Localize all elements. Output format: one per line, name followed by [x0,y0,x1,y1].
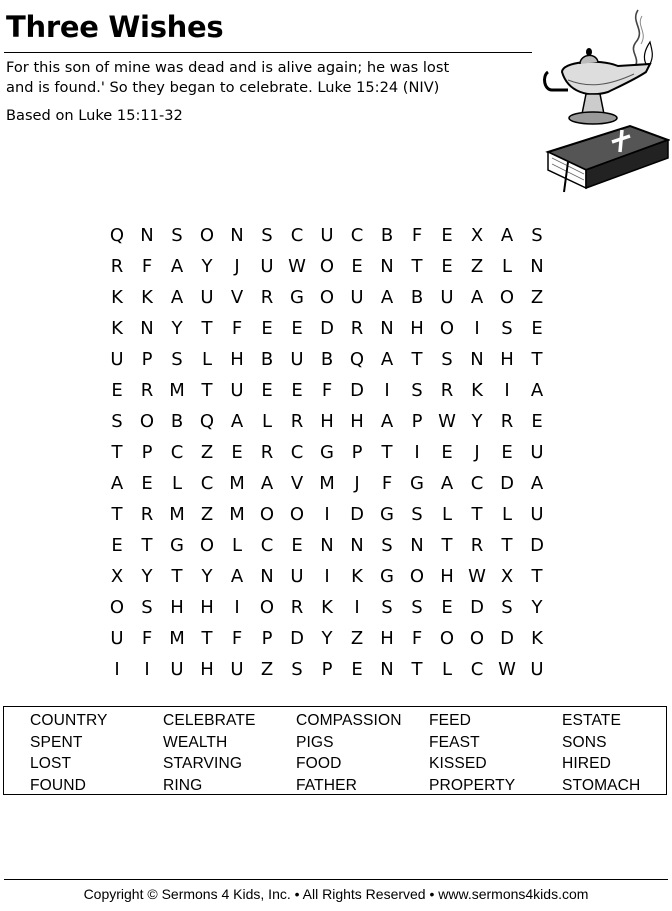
grid-letter: S [501,597,513,618]
grid-letter: L [201,349,213,370]
grid-letter: Q [349,349,365,370]
grid-letter: J [474,442,480,463]
word-list-item: FOUND [30,776,86,794]
grid-letter: P [411,411,423,432]
grid-letter: I [324,504,330,525]
grid-letter: F [381,473,393,494]
copyright-footer: Copyright © Sermons 4 Kids, Inc. • All Rights Reserved • www.sermons4kids.com [83,886,589,902]
grid-letter: N [410,535,424,556]
grid-letter: I [324,566,330,587]
grid-letter: O [469,628,485,649]
grid-letter: R [140,504,154,525]
grid-letter: O [439,318,455,339]
grid-letter: C [290,225,304,246]
grid-letter: Y [531,597,543,618]
grid-letter: L [501,504,513,525]
grid-letter: H [500,349,514,370]
grid-letter: R [260,287,274,308]
grid-letter: Z [260,659,274,680]
word-list-item: HIRED [562,755,612,772]
grid-letter: P [321,659,333,680]
grid-letter: L [261,411,273,432]
grid-letter: E [291,535,303,556]
grid-letter: D [500,473,514,494]
grid-letter: U [260,256,274,277]
grid-letter: J [234,256,240,277]
word-list-item: RING [163,776,203,794]
grid-letter: N [530,256,544,277]
grid-letter: Q [199,411,215,432]
word-list-item: LOST [30,755,72,772]
grid-letter: H [230,349,244,370]
grid-letter: T [441,535,453,556]
grid-letter: N [380,659,394,680]
grid-letter: U [230,659,244,680]
grid-letter: P [261,628,273,649]
word-list-item: COUNTRY [30,712,108,729]
grid-letter: R [290,597,304,618]
grid-letter: W [498,659,516,680]
grid-letter: R [470,535,484,556]
grid-letter: O [109,597,125,618]
grid-letter: U [530,442,544,463]
grid-letter: A [110,473,124,494]
grid-letter: G [380,566,394,587]
grid-letter: N [380,256,394,277]
grid-letter: P [351,442,363,463]
grid-letter: R [260,442,274,463]
word-list-item: WEALTH [163,733,228,751]
grid-letter: B [410,287,424,308]
grid-letter: T [531,566,543,587]
grid-letter: W [288,256,306,277]
grid-letter: U [440,287,454,308]
grid-letter: C [260,535,274,556]
grid-letter: A [530,380,544,401]
grid-letter: S [381,535,393,556]
grid-letter: T [201,318,213,339]
grid-letter: G [170,535,184,556]
grid-letter: R [110,256,124,277]
grid-letter: X [110,566,124,587]
grid-letter: C [290,442,304,463]
grid-letter: E [441,597,453,618]
grid-letter: V [230,287,244,308]
grid-letter: F [231,628,243,649]
grid-letter: I [144,659,150,680]
grid-letter: A [380,349,394,370]
word-list-item: SPENT [30,733,83,751]
word-list-column [429,710,515,796]
grid-letter: M [169,504,185,525]
grid-letter: F [411,225,423,246]
word-list-item: PROPERTY [429,776,516,794]
grid-letter: O [439,628,455,649]
grid-letter: O [199,535,215,556]
footer-divider [4,879,668,880]
grid-letter: S [111,411,123,432]
grid-letter: O [319,287,335,308]
verse-line-1: For this son of mine was dead and is alive again; he was lost [6,59,450,76]
grid-letter: L [441,659,453,680]
grid-letter: M [169,628,185,649]
word-list-item: PIGS [296,733,334,751]
grid-letter: E [531,411,543,432]
grid-letter: M [229,473,245,494]
grid-letter: F [321,380,333,401]
grid-letter: O [259,597,275,618]
grid-letter: U [290,349,304,370]
grid-letter: S [441,349,453,370]
grid-letter: C [200,473,214,494]
grid-letter: F [231,318,243,339]
grid-letter: L [171,473,183,494]
grid-letter: G [380,504,394,525]
oil-lamp-on-bible-icon [538,2,670,196]
grid-letter: L [501,256,513,277]
word-list-column [163,710,255,796]
page-title: Three Wishes [6,10,224,44]
grid-letter: S [261,225,273,246]
word-list-item: FEED [429,712,471,729]
grid-letter: F [141,628,153,649]
grid-letter: R [500,411,514,432]
grid-letter: S [411,597,423,618]
grid-letter: O [499,287,515,308]
grid-letter: T [501,535,513,556]
scripture-verse [6,58,536,98]
grid-letter: A [470,287,484,308]
grid-letter: T [381,442,393,463]
grid-letter: Y [201,256,213,277]
grid-letter: B [320,349,334,370]
grid-letter: U [320,225,334,246]
grid-letter: U [230,380,244,401]
grid-letter: E [531,318,543,339]
grid-letter: A [170,256,184,277]
grid-letter: F [411,628,423,649]
grid-letter: E [441,225,453,246]
word-list-item: CELEBRATE [163,712,256,729]
word-list-item: FOOD [296,755,342,772]
grid-letter: Z [470,256,484,277]
word-search-grid [102,222,572,687]
grid-letter: W [438,411,456,432]
verse-line-2: and is found.' So they began to celebrate. Luke 15:24 (NIV) [6,79,440,96]
grid-letter: H [200,659,214,680]
grid-letter: V [290,473,304,494]
grid-letter: I [354,597,360,618]
grid-letter: I [474,318,480,339]
grid-letter: P [141,442,153,463]
grid-letter: R [350,318,364,339]
grid-letter: A [260,473,274,494]
word-list-item: STOMACH [562,776,641,794]
grid-letter: I [384,380,390,401]
word-list-item: KISSED [429,755,487,772]
word-list-item: SONS [562,733,607,751]
grid-letter: N [140,225,154,246]
grid-letter: G [290,287,304,308]
grid-letter: E [261,318,273,339]
grid-letter: H [350,411,364,432]
grid-letter: Y [471,411,483,432]
grid-letter: D [350,504,364,525]
grid-letter: D [500,628,514,649]
grid-letter: C [170,442,184,463]
grid-letter: U [110,349,124,370]
grid-letter: U [110,628,124,649]
grid-letter: A [440,473,454,494]
grid-letter: T [111,504,123,525]
grid-letter: M [169,380,185,401]
grid-letter: E [291,318,303,339]
grid-letter: L [231,535,243,556]
grid-letter: N [380,318,394,339]
grid-letter: S [141,597,153,618]
grid-letter: H [380,628,394,649]
grid-letter: A [380,411,394,432]
grid-letter: H [320,411,334,432]
grid-letter: O [289,504,305,525]
grid-letter: D [350,380,364,401]
grid-letter: M [319,473,335,494]
grid-letter: U [290,566,304,587]
grid-letter: I [114,659,120,680]
grid-letter: E [111,380,123,401]
grid-letter: T [141,535,153,556]
word-list-item: ESTATE [562,712,621,729]
grid-letter: K [141,287,153,308]
grid-letter: T [111,442,123,463]
grid-letter: A [170,287,184,308]
grid-letter: S [291,659,303,680]
grid-letter: O [319,256,335,277]
grid-letter: N [470,349,484,370]
grid-letter: T [411,256,423,277]
grid-letter: D [320,318,334,339]
grid-letter: N [350,535,364,556]
scripture-reference: Based on Luke 15:11-32 [6,107,183,124]
grid-letter: T [411,349,423,370]
grid-letter: I [504,380,510,401]
grid-letter: E [231,442,243,463]
grid-letter: T [411,659,423,680]
grid-letter: E [141,473,153,494]
grid-letter: Z [200,442,214,463]
grid-letter: S [501,318,513,339]
grid-letter: H [440,566,454,587]
grid-letter: U [530,659,544,680]
grid-letter: H [200,597,214,618]
grid-letter: E [351,256,363,277]
grid-letter: C [350,225,364,246]
grid-letter: I [414,442,420,463]
word-list-column [30,710,108,796]
word-list [3,706,667,795]
grid-letter: Y [321,628,333,649]
grid-letter: Y [141,566,153,587]
grid-letter: D [290,628,304,649]
grid-letter: S [171,225,183,246]
grid-letter: T [201,380,213,401]
word-list-column [296,710,402,796]
grid-letter: B [260,349,274,370]
grid-letter: S [171,349,183,370]
grid-letter: L [441,504,453,525]
grid-letter: W [468,566,486,587]
grid-letter: T [171,566,183,587]
grid-letter: I [234,597,240,618]
grid-letter: K [531,628,543,649]
grid-letter: Z [530,287,544,308]
grid-letter: H [410,318,424,339]
grid-letter: Q [109,225,125,246]
grid-letter: B [170,411,184,432]
grid-letter: T [531,349,543,370]
grid-letter: O [409,566,425,587]
grid-letter: N [230,225,244,246]
grid-letter: E [351,659,363,680]
grid-letter: F [141,256,153,277]
word-list-column [562,710,640,796]
grid-letter: N [320,535,334,556]
grid-letter: R [290,411,304,432]
word-list-item: FATHER [296,776,357,794]
grid-letter: T [201,628,213,649]
title-divider [4,52,532,53]
grid-letter: S [411,504,423,525]
grid-letter: K [111,318,123,339]
grid-letter: X [500,566,514,587]
grid-letter: E [261,380,273,401]
grid-letter: R [140,380,154,401]
grid-letter: S [411,380,423,401]
grid-letter: S [531,225,543,246]
grid-letter: K [111,287,123,308]
grid-letter: E [291,380,303,401]
grid-letter: U [530,504,544,525]
word-list-item: STARVING [163,755,243,772]
grid-letter: G [410,473,424,494]
grid-letter: Y [201,566,213,587]
grid-letter: E [111,535,123,556]
grid-letter: A [530,473,544,494]
grid-letter: O [259,504,275,525]
grid-letter: H [170,597,184,618]
grid-letter: M [229,504,245,525]
grid-letter: Y [171,318,183,339]
grid-letter: K [351,566,363,587]
grid-letter: E [501,442,513,463]
grid-letter: K [321,597,333,618]
grid-letter: O [199,225,215,246]
grid-letter: C [470,659,484,680]
grid-letter: Z [200,504,214,525]
grid-letter: P [141,349,153,370]
grid-letter: T [471,504,483,525]
grid-letter: S [381,597,393,618]
grid-letter: A [230,411,244,432]
grid-letter: D [530,535,544,556]
grid-letter: K [471,380,483,401]
grid-letter: R [440,380,454,401]
grid-letter: X [470,225,484,246]
grid-letter: U [200,287,214,308]
grid-letter: N [140,318,154,339]
grid-letter: C [470,473,484,494]
word-list-item: FEAST [429,733,480,751]
grid-letter: G [320,442,334,463]
grid-letter: A [230,566,244,587]
grid-letter: B [380,225,394,246]
grid-letter: O [139,411,155,432]
grid-letter: A [380,287,394,308]
grid-letter: U [170,659,184,680]
word-list-item: COMPASSION [296,712,402,729]
grid-letter: U [350,287,364,308]
grid-letter: J [354,473,360,494]
grid-letter: N [260,566,274,587]
grid-letter: E [441,442,453,463]
grid-letter: D [470,597,484,618]
grid-letter: Z [350,628,364,649]
grid-letter: A [500,225,514,246]
grid-letter: E [441,256,453,277]
